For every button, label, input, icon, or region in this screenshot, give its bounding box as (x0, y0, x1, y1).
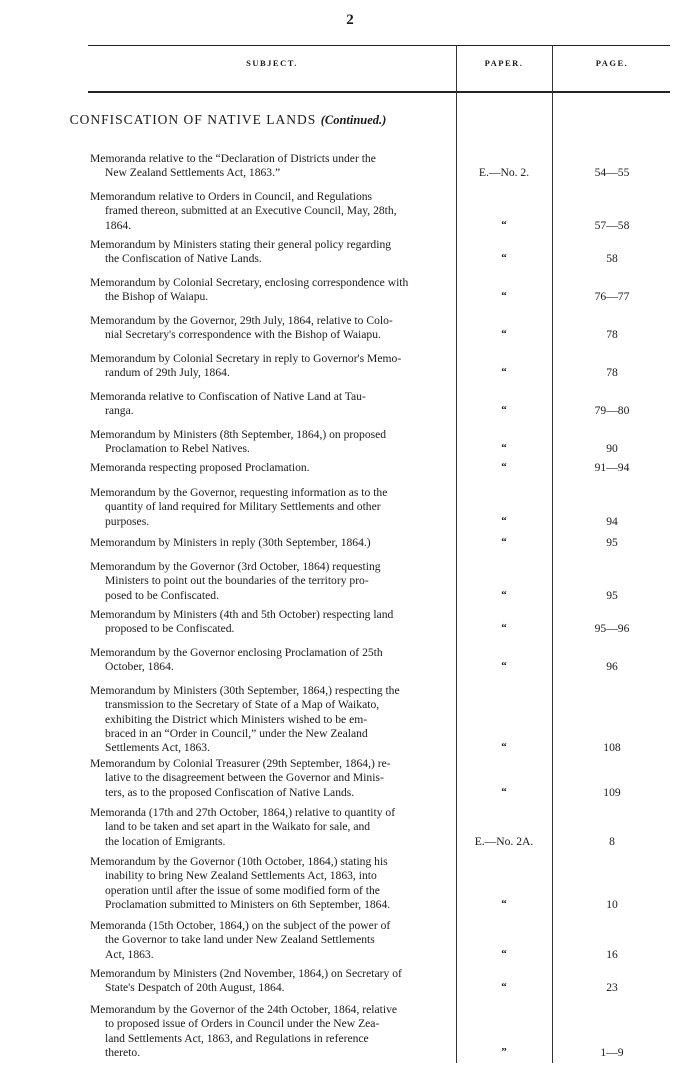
entry-subject (90, 919, 454, 962)
entry-line: nial Secretary's correspondence with the Bishop of Waiapu. (105, 328, 381, 342)
header-top-rule (88, 45, 670, 46)
entry-line: 1864. (105, 218, 132, 232)
entry-page-ref: 79—80 (594, 404, 630, 418)
entry-line: Memorandum by Colonial Secretary, enclosing correspondence with (90, 276, 409, 289)
entry-line: operation until after the issue of some modified form of the (105, 883, 380, 897)
entry-paper-ref: “ (501, 461, 507, 473)
entry-subject (90, 646, 454, 675)
entry-page-ref: 76—77 (594, 290, 630, 304)
entry-line: transmission to the Secretary of State of a Map of Waikato, (105, 698, 380, 712)
entry-line: Memorandum by Ministers (8th September, 1864,) on proposed (90, 428, 387, 441)
entry-line: Memorandum by the Governor enclosing Proclamation of 25th (90, 646, 383, 659)
entry-line: quantity of land required for Military Settlements and other (105, 500, 381, 514)
entry-page-ref: 108 (603, 741, 621, 755)
page-number: 2 (346, 12, 354, 28)
entry-paper-ref: “ (501, 897, 507, 910)
entry-subject (90, 967, 454, 996)
entry-subject (90, 152, 454, 181)
entry-paper-ref: “ (501, 660, 507, 673)
column-divider-subject-paper (456, 45, 457, 1063)
entry-subject (90, 486, 454, 529)
entry-line: Memorandum by Ministers (30th September, 1864,) respecting the (90, 684, 400, 697)
paper-column-header: PAPER. (484, 58, 524, 68)
entry-page-ref: 91—94 (594, 461, 630, 474)
entry-line: Settlements Act, 1863. (105, 741, 210, 755)
entry-line: land to be taken and set apart in the Waikato for sale, and (105, 820, 371, 834)
section-title: CONFISCATION OF NATIVE LANDS (69, 112, 317, 127)
entry-page-ref: 8 (609, 834, 615, 848)
entry-line: the Confiscation of Native Lands. (105, 252, 262, 266)
entry-subject (90, 1003, 454, 1060)
entry-line: posed to be Confiscated. (105, 588, 219, 602)
entry-line: framed thereon, submitted at an Executive Council, May, 28th, (105, 204, 397, 218)
entry-subject (90, 684, 454, 755)
entry-subject (90, 806, 454, 849)
entry-paper-ref: “ (501, 785, 507, 798)
entry-line: Memoranda respecting proposed Proclamation. (90, 461, 310, 474)
entry-line: lative to the disagreement between the Governor and Minis- (105, 771, 384, 785)
entry-line: Memorandum by Colonial Secretary in reply to Governor's Memo- (90, 352, 402, 365)
entry-line: purposes. (105, 514, 150, 528)
header-bottom-rule (88, 91, 670, 93)
entry-paper-ref: “ (501, 588, 507, 601)
entry-line: Proclamation to Rebel Natives. (105, 442, 250, 456)
entry-page-ref: 95 (606, 588, 618, 602)
entry-line: Memorandum by the Governor of the 24th October, 1864, relative (90, 1003, 398, 1016)
entry-line: Memorandum by Colonial Treasurer (29th September, 1864,) re- (90, 757, 391, 770)
entry-paper-ref: “ (501, 366, 507, 379)
entry-subject (90, 276, 454, 305)
entry-subject (90, 536, 454, 550)
entry-subject (90, 560, 454, 603)
entry-subject (90, 855, 454, 912)
entry-line: thereto. (105, 1045, 141, 1059)
entry-paper-ref: “ (501, 442, 507, 455)
section-heading (0, 112, 456, 128)
entry-paper-ref: “ (501, 404, 507, 417)
entry-paper-ref: “ (501, 981, 507, 994)
entry-line: Memorandum by Ministers (4th and 5th October) respecting land (90, 608, 394, 621)
entry-subject (90, 190, 454, 233)
entry-line: Memorandum by the Governor, 29th July, 1864, relative to Colo- (90, 314, 393, 327)
entry-line: State's Despatch of 20th August, 1864. (105, 981, 285, 995)
entry-line: ters, as to the proposed Confiscation of Native Lands. (105, 785, 355, 799)
entry-line: October, 1864. (105, 660, 174, 674)
entry-page-ref: 1—9 (600, 1045, 624, 1059)
entry-line: Memorandum by Ministers stating their general policy regarding (90, 238, 392, 251)
entry-subject (90, 352, 454, 381)
entry-subject (90, 757, 454, 800)
entry-line: the Bishop of Waiapu. (105, 290, 209, 304)
entry-paper-ref: “ (501, 328, 507, 341)
page-column-header: PAGE. (595, 58, 629, 68)
entry-page-ref: 96 (606, 660, 618, 674)
entry-line: the location of Emigrants. (105, 834, 226, 848)
entry-line: Ministers to point out the boundaries of the territory pro- (105, 574, 369, 588)
entry-page-ref: 23 (606, 981, 618, 995)
entry-page-ref: 78 (606, 328, 618, 342)
entry-line: exhibiting the District which Ministers wished to be em- (105, 712, 368, 726)
entry-paper-ref: “ (501, 536, 507, 548)
entry-line: braced in an “Order in Council,” under the New Zealand (105, 726, 368, 740)
entry-line: Memorandum by Ministers in reply (30th September, 1864.) (90, 536, 371, 549)
entry-subject (90, 238, 454, 267)
entry-paper-ref: “ (501, 514, 507, 527)
entry-paper-ref: “ (501, 741, 507, 754)
entry-line: the Governor to take land under New Zealand Settlements (105, 933, 375, 947)
entry-line: ranga. (105, 404, 134, 418)
entry-page-ref: 78 (606, 366, 618, 380)
entry-line: Memorandum by Ministers (2nd November, 1864,) on Secretary of (90, 967, 402, 980)
entry-line: Memoranda (17th and 27th October, 1864,) relative to quantity of (90, 806, 396, 819)
entry-page-ref: 58 (606, 252, 618, 266)
entry-paper-ref: “ (501, 290, 507, 303)
entry-page-ref: 109 (603, 785, 621, 799)
entry-paper-ref: “ (501, 252, 507, 265)
entry-subject (90, 461, 454, 475)
entry-paper-ref: “ (501, 218, 507, 231)
entry-subject (90, 608, 454, 637)
entry-line: to proposed issue of Orders in Council under the New Zea- (105, 1017, 380, 1031)
entry-subject (90, 390, 454, 419)
entry-line: randum of 29th July, 1864. (105, 366, 230, 380)
entry-paper-ref: “ (501, 947, 507, 960)
entry-line: Memoranda (15th October, 1864,) on the subject of the power of (90, 919, 391, 932)
subject-column-header: SUBJECT. (246, 58, 298, 68)
entry-paper-ref: “ (501, 622, 507, 635)
entry-line: proposed to be Confiscated. (105, 622, 235, 636)
entry-line: inability to bring New Zealand Settlements Act, 1863, into (105, 869, 377, 883)
entry-page-ref: 10 (606, 897, 618, 911)
entry-page-ref: 95—96 (594, 622, 630, 636)
entry-line: Act, 1863. (105, 947, 154, 961)
entry-paper-ref: E.—No. 2. (478, 166, 530, 180)
entry-page-ref: 57—58 (594, 218, 630, 232)
entry-paper-ref: ” (501, 1045, 507, 1058)
entry-line: Memorandum by the Governor (10th October, 1864,) stating his (90, 855, 388, 868)
entry-page-ref: 94 (606, 514, 618, 528)
entry-subject (90, 314, 454, 343)
entry-line: land Settlements Act, 1863, and Regulations in reference (105, 1031, 369, 1045)
entry-page-ref: 90 (606, 442, 618, 456)
entry-line: New Zealand Settlements Act, 1863.” (105, 166, 281, 180)
entry-page-ref: 95 (606, 536, 618, 549)
entry-line: Memoranda relative to Confiscation of Native Land at Tau- (90, 390, 366, 403)
entry-line: Memorandum by the Governor, requesting information as to the (90, 486, 388, 499)
entry-line: Memoranda relative to the “Declaration of Districts under the (90, 152, 376, 165)
entry-line: Memorandum by the Governor (3rd October, 1864) requesting (90, 560, 381, 573)
entry-page-ref: 16 (606, 947, 618, 961)
entry-line: Proclamation submitted to Ministers on 6th September, 1864. (105, 897, 391, 911)
entry-line: Memorandum relative to Orders in Council, and Regulations (90, 190, 373, 203)
entry-paper-ref: E.—No. 2A. (474, 834, 534, 848)
entry-page-ref: 54—55 (594, 166, 630, 180)
entry-subject (90, 428, 454, 457)
section-suffix: (Continued.) (320, 113, 387, 127)
